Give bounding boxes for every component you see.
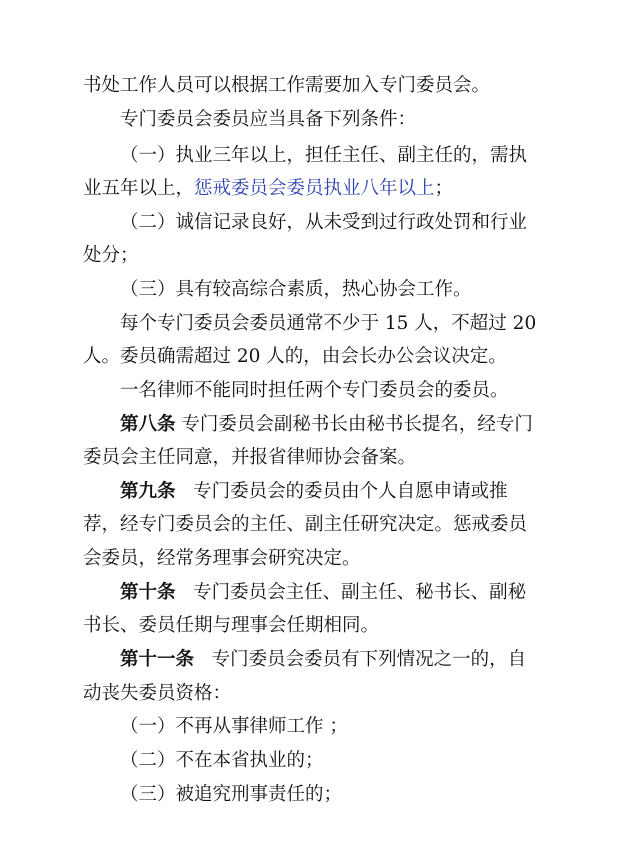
article-heading: 第十条 xyxy=(120,582,176,603)
article-line xyxy=(120,648,553,672)
paragraph-line xyxy=(83,345,553,369)
paragraph-line xyxy=(120,783,553,807)
line-text: 动丧失委员资格： xyxy=(83,683,232,704)
line-text: 每个专门委员会委员通常不少于 15 人，不超过 20 xyxy=(120,313,537,334)
paragraph-line xyxy=(83,244,553,268)
article-line xyxy=(120,413,553,437)
paragraph-line xyxy=(83,547,553,571)
line-text: （三）具有较高综合素质，热心协会工作。 xyxy=(120,279,472,300)
paragraph-line xyxy=(83,614,553,638)
paragraph-line xyxy=(83,446,553,470)
line-text: （二）诚信记录良好，从未受到过行政处罚和行业 xyxy=(120,212,528,233)
paragraph-line xyxy=(120,312,553,336)
paragraph-line xyxy=(120,211,553,235)
paragraph-line xyxy=(83,74,553,98)
line-text: 专门委员会委员有下列情况之一的，自 xyxy=(211,649,527,670)
article-heading: 第十一条 xyxy=(120,649,195,670)
article-line xyxy=(120,480,553,504)
paragraph-line xyxy=(83,682,553,706)
line-text: 书长、委员任期与理事会任期相同。 xyxy=(83,615,380,636)
line-text: （一）不再从事律师工作 ； xyxy=(120,716,348,737)
line-text: （一）执业三年以上，担任主任、副主任的，需执 xyxy=(120,145,528,166)
article-heading: 第九条 xyxy=(120,481,176,502)
line-text: 业五年以上， xyxy=(83,178,195,199)
line-text: 专门委员会委员应当具备下列条件： xyxy=(120,109,417,130)
line-text: 专门委员会主任、副主任、秘书长、副秘 xyxy=(193,582,527,603)
line-text: 会委员，经常务理事会研究决定。 xyxy=(83,548,361,569)
paragraph-line xyxy=(120,144,553,168)
line-text: 专门委员会副秘书长由秘书长提名，经专门 xyxy=(181,414,533,435)
article-line xyxy=(120,581,553,605)
line-text: 荐，经专门委员会的主任、副主任研究决定。惩戒委员 xyxy=(83,514,528,535)
line-text: 专门委员会的委员由个人自愿申请或推 xyxy=(193,481,508,502)
article-heading: 第八条 xyxy=(120,414,176,435)
paragraph-line xyxy=(120,108,553,132)
paragraph-line xyxy=(83,513,553,537)
line-text: 书处工作人员可以根据工作需要加入专门委员会。 xyxy=(83,75,491,96)
paragraph-line xyxy=(83,177,553,201)
highlighted-text: 惩戒委员会委员执业八年以上 xyxy=(194,178,435,199)
line-text: 处分； xyxy=(83,245,139,266)
line-text: （三）被追究刑事责任的； xyxy=(120,784,343,805)
line-text: 一名律师不能同时担任两个专门委员会的委员。 xyxy=(120,380,509,401)
line-text: （二）不在本省执业的； xyxy=(120,750,324,771)
paragraph-line xyxy=(120,278,553,302)
paragraph-line xyxy=(120,379,553,403)
paragraph-line xyxy=(120,749,553,773)
line-text-tail: ； xyxy=(434,178,454,199)
paragraph-line xyxy=(120,715,553,739)
line-text: 人。委员确需超过 20 人的，由会长办公会议决定。 xyxy=(83,346,507,367)
line-text: 委员会主任同意，并报省律师协会备案。 xyxy=(83,447,417,468)
